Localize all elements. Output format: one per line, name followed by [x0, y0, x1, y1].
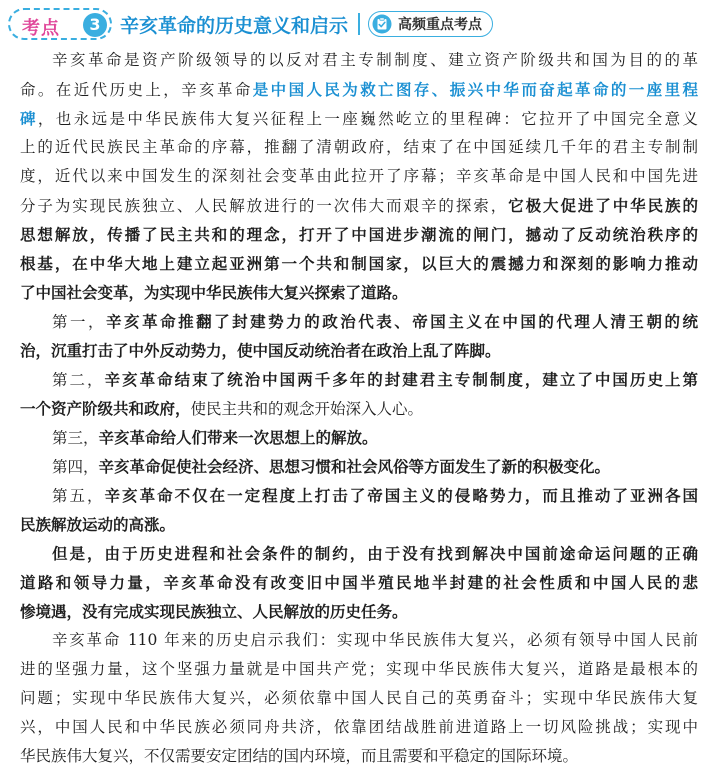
badge-label: 考点: [22, 18, 60, 39]
bold-text: 治，沉重打击了中外反动势力，使中国反动统治者在政治上乱了阵脚。: [20, 341, 501, 360]
text-span: 度，近代以来中国发生的深刻社会变革由此拉开了序幕；辛亥革命是中国人民和中国先进: [20, 167, 698, 185]
text-line: [20, 191, 698, 220]
text-line: [20, 249, 698, 278]
text-line: [20, 307, 698, 336]
frequency-tag: [368, 11, 493, 37]
topic-badge: [8, 8, 112, 40]
bold-text: 辛亥革命结束了统治中国两千多年的封建君主专制制度，建立了中国历史上第: [104, 370, 698, 389]
text-line: [20, 481, 698, 510]
text-span: ，也永远是中华民族伟大复兴征程上一座巍然屹立的里程碑：它拉开了中国完全意义: [37, 110, 698, 128]
highlight-text: 是中国人民为救亡图存、振兴中华而奋起革命的一座里程: [252, 80, 698, 99]
bold-text: 了中国社会变革，为实现中华民族伟大复兴探索了道路。: [20, 283, 408, 302]
text-line: [20, 742, 698, 771]
checklist-icon: [372, 14, 392, 34]
text-line: [20, 510, 698, 539]
text-line: [20, 365, 698, 394]
title-divider: [358, 13, 360, 35]
text-line: [20, 626, 698, 655]
text-span: 第四，: [52, 458, 99, 476]
tag-label: 高频重点考点: [398, 17, 483, 33]
text-span: 第五，: [52, 487, 105, 505]
text-line: [20, 394, 698, 423]
topic-title: 辛亥革命的历史意义和启示: [120, 14, 349, 37]
bold-text: 道路和领导力量，辛亥革命没有改变旧中国半殖民地半封建的社会性质和中国人民的悲: [20, 573, 698, 592]
text-line: [20, 75, 698, 104]
text-line: [20, 423, 698, 452]
text-span: 辛亥革命是资产阶级领导的以反对君主专制制度、建立资产阶级共和国为目的的革: [52, 51, 698, 69]
section-header: [8, 6, 493, 42]
text-span: 命。在近代历史上，辛亥革命: [20, 81, 253, 99]
bold-text: 辛亥革命不仅在一定程度上打击了帝国主义的侵略势力，而且推动了亚洲各国: [104, 486, 698, 505]
text-line: [20, 336, 698, 365]
text-line: [20, 162, 698, 191]
text-line: [20, 220, 698, 249]
article-body: [20, 46, 698, 771]
text-span: 问题；实现中华民族伟大复兴，必须依靠中国人民自己的英勇奋斗；实现中华民族伟大复: [20, 689, 698, 707]
text-span: 辛亥革命 110 年来的历史启示我们：实现中华民族伟大复兴，必须有领导中国人民前: [52, 631, 698, 649]
text-span: 华民族伟大复兴，不仅需要安定团结的国内环境，而且需要和平稳定的国际环境。: [20, 747, 579, 765]
text-line: [20, 713, 698, 742]
bold-text: 辛亥革命推翻了封建势力的政治代表、帝国主义在中国的代理人清王朝的统: [106, 312, 698, 331]
bold-text: 民族解放运动的高涨。: [20, 515, 176, 534]
text-line: [20, 452, 698, 481]
text-line: [20, 655, 698, 684]
bold-text: 但是，由于历史进程和社会条件的制约，由于没有找到解决中国前途命运问题的正确: [52, 544, 698, 563]
bold-text: 思想解放，传播了民主共和的理念，打开了中国进步潮流的闸门，撼动了反动统治秩序的: [20, 225, 698, 244]
badge-number: 3: [83, 13, 107, 37]
text-line: [20, 133, 698, 162]
text-span: 上的近代民族民主革命的序幕，推翻了清朝政府，结束了在中国延续几千年的君主专制制: [20, 138, 698, 156]
text-line: [20, 568, 698, 597]
bold-text: 惨境遇，没有完成实现民族独立、人民解放的历史任务。: [20, 602, 408, 621]
text-span: 第一，: [52, 313, 107, 331]
text-line: [20, 684, 698, 713]
bold-text: 一个资产阶级共和政府，: [20, 399, 191, 418]
bold-text: 根基，在中华大地上建立起亚洲第一个共和制国家，以巨大的震撼力和深刻的影响力推动: [20, 254, 698, 273]
text-span: 第二，: [52, 371, 105, 389]
bold-text: 辛亥革命促使社会经济、思想习惯和社会风俗等方面发生了新的积极变化。: [98, 457, 611, 476]
text-line: [20, 104, 698, 133]
text-span: 第三，: [52, 429, 99, 447]
text-span: 分子为实现民族独立、人民解放进行的一次伟大而艰辛的探索，: [20, 197, 509, 215]
text-line: [20, 597, 698, 626]
text-span: 使民主共和的观念开始深入人心。: [190, 400, 424, 418]
bold-text: 辛亥革命给人们带来一次思想上的解放。: [98, 428, 378, 447]
text-line: [20, 278, 698, 307]
bold-text: 它极大促进了中华民族的: [508, 196, 698, 215]
text-line: [20, 46, 698, 75]
text-line: [20, 539, 698, 568]
text-span: 兴，中国人民和中华民族必须同舟共济，依靠团结战胜前进道路上一切风险挑战；实现中: [20, 718, 698, 736]
highlight-text: 碑: [20, 109, 38, 128]
text-span: 进的坚强力量，这个坚强力量就是中国共产党；实现中华民族伟大复兴，道路是最根本的: [20, 660, 698, 678]
